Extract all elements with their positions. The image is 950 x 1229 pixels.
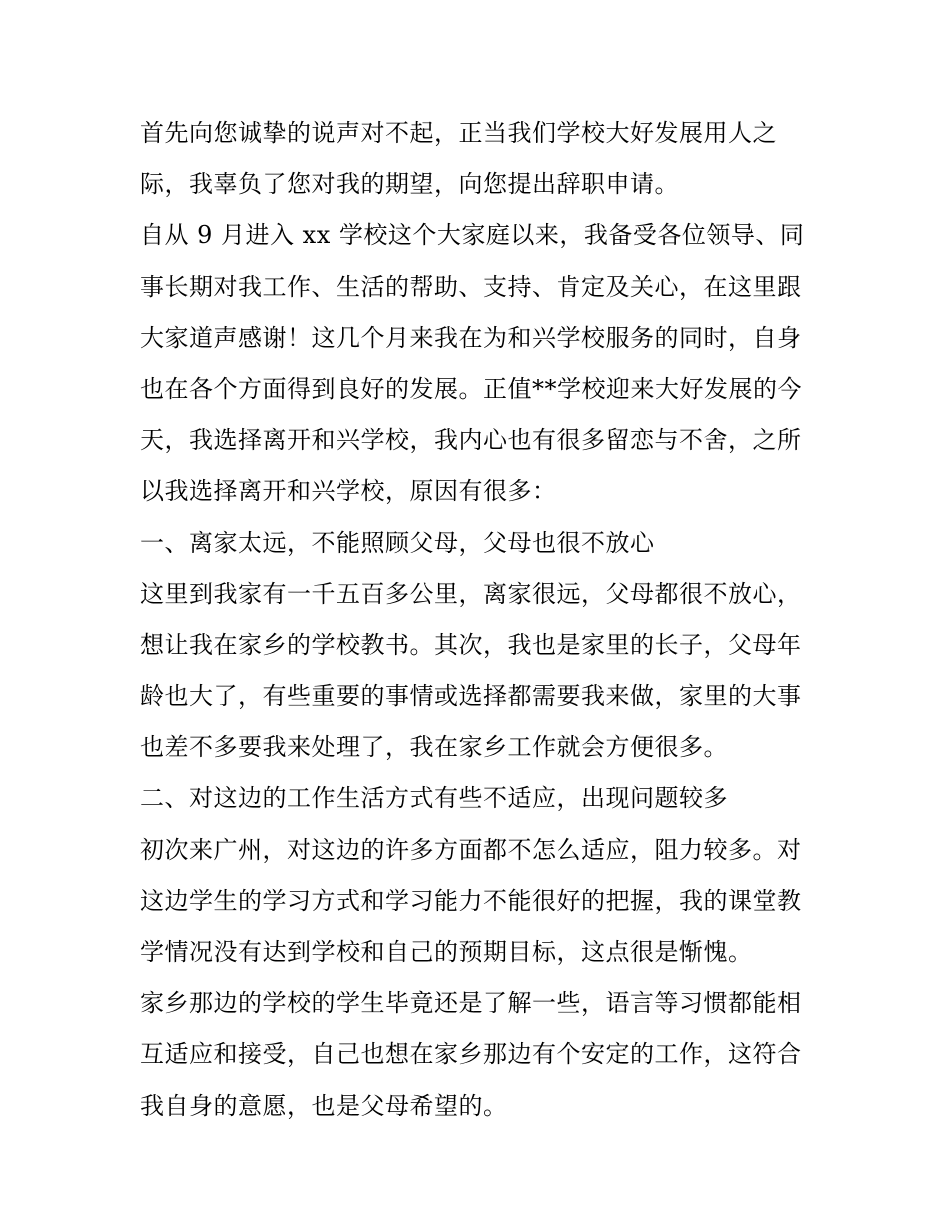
paragraph-line: 这边学生的学习方式和学习能力不能很好的把握，我的课堂教 — [140, 886, 802, 915]
paragraph-line: 天，我选择离开和兴学校，我内心也有很多留恋与不舍，之所 — [140, 426, 802, 455]
paragraph-line: 也在各个方面得到良好的发展。正值**学校迎来大好发展的今 — [140, 374, 802, 403]
paragraph-line: 也差不多要我来处理了，我在家乡工作就会方便很多。 — [140, 733, 728, 762]
document-body — [140, 108, 820, 1132]
paragraph-line: 想让我在家乡的学校教书。其次，我也是家里的长子，父母年 — [140, 630, 802, 659]
paragraph-line: 互适应和接受，自己也想在家乡那边有个安定的工作，这符合 — [140, 1040, 802, 1069]
paragraph-line: 学情况没有达到学校和自己的预期目标，这点很是惭愧。 — [140, 938, 753, 966]
section-heading-2: 二、对这边的工作生活方式有些不适应，出现问题较多 — [140, 784, 728, 813]
paragraph-line: 事长期对我工作、生活的帮助、支持、肯定及关心，在这里跟 — [140, 272, 802, 301]
paragraph-line: 龄也大了，有些重要的事情或选择都需要我来做，家里的大事 — [140, 682, 802, 711]
paragraph-line: 这里到我家有一千五百多公里，离家很远，父母都很不放心， — [140, 579, 802, 608]
paragraph-line: 首先向您诚挚的说声对不起，正当我们学校大好发展用人之 — [140, 119, 777, 147]
paragraph-line: 大家道声感谢！这几个月来我在为和兴学校服务的同时，自身 — [140, 323, 802, 352]
paragraph-line: 家乡那边的学校的学生毕竟还是了解一些，语言等习惯都能相 — [140, 989, 802, 1018]
paragraph-line: 以我选择离开和兴学校，原因有很多： — [140, 477, 557, 506]
paragraph-line: 初次来广州，对这边的许多方面都不怎么适应，阻力较多。对 — [140, 835, 802, 864]
paragraph-line: 际，我辜负了您对我的期望，向您提出辞职申请。 — [140, 170, 679, 199]
section-heading-1: 一、离家太远，不能照顾父母，父母也很不放心 — [140, 528, 655, 557]
paragraph-line: 自从 9 月进入 xx 学校这个大家庭以来，我备受各位领导、同 — [140, 221, 805, 250]
paragraph-line: 我自身的意愿，也是父母希望的。 — [140, 1091, 508, 1120]
